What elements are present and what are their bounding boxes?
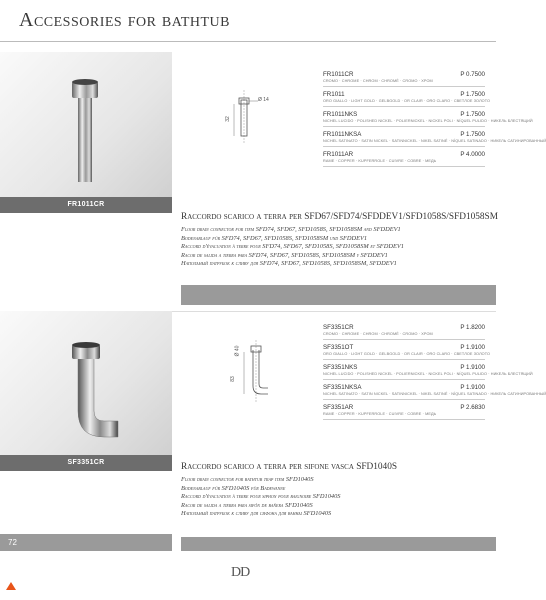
variant-price: P 1.8200 — [460, 324, 485, 331]
variant-code: FR1011NKSA — [323, 131, 362, 138]
product-photo — [0, 52, 172, 197]
variant-divider — [323, 399, 485, 400]
variant-row — [323, 364, 485, 372]
description-line: Floor drain connector for item SFD74, SFD67, SFD1058S, SFD1058SM and SFDDEV1 — [181, 226, 401, 233]
variant-divider — [323, 359, 485, 360]
variant-finish: ORO GIALLO · LIGHT GOLD · GELBGOLD · OR CLAIR · ORO CLARO · СВЕТЛОЕ ЗОЛОТО — [323, 352, 491, 356]
variant-price: P 1.7500 — [460, 111, 485, 118]
variant-code: SF3351OT — [323, 344, 354, 351]
variant-row — [323, 324, 485, 332]
variant-item — [323, 111, 533, 127]
variant-row — [323, 91, 485, 99]
variant-price: P 2.6830 — [460, 404, 485, 411]
variant-item — [323, 131, 546, 147]
description-line: Floor drain connector for bathtub trap item SFD1040S — [181, 476, 314, 483]
bookmark-icon — [6, 582, 16, 590]
page-number: 72 — [0, 534, 172, 551]
variant-code: SF3351NKSA — [323, 384, 362, 391]
variant-code: FR1011AR — [323, 151, 354, 158]
description-line: Raccord d'évacuation à terre pour SFD74, SFD67, SFD1058S, SFD1058SM et SFDDEV1 — [181, 243, 404, 251]
variant-code: FR1011 — [323, 91, 345, 98]
variant-divider — [323, 379, 485, 380]
variant-item — [323, 91, 491, 107]
variant-finish: CROMO · CHROME · CHROM · CHROMÉ · CROMO · ХРОМ — [323, 79, 433, 83]
footer-band — [181, 537, 496, 551]
product-description — [181, 212, 498, 269]
elbow-photo-icon — [0, 311, 172, 455]
variant-price: P 0.7500 — [460, 71, 485, 78]
variant-row — [323, 131, 485, 139]
variant-price: P 1.9100 — [460, 344, 485, 351]
variant-list — [323, 71, 546, 171]
brand-logo: DD — [231, 565, 250, 580]
description-heading: Raccordo scarico a terra per SFD67/SFD74/SFDDEV1/SFD1058S/SFD1058SM — [181, 212, 498, 222]
photo-caption: SF3351CR — [0, 455, 172, 471]
variant-item — [323, 344, 491, 360]
variant-divider — [323, 86, 485, 87]
variant-code: SF3351AR — [323, 404, 354, 411]
description-line: Racor de salida a tierra para sifón de bañera SFD1040S — [181, 501, 313, 509]
variant-code: FR1011NKS — [323, 111, 358, 118]
variant-code: FR1011CR — [323, 71, 354, 78]
variant-divider — [323, 126, 485, 127]
variant-item — [323, 364, 533, 380]
variant-list — [323, 324, 546, 424]
description-line: Raccord d'évacuation à terre pour siphon pour baignoire SFD1040S — [181, 493, 341, 501]
variant-row — [323, 71, 485, 79]
variant-item — [323, 324, 485, 340]
variant-price: P 1.9100 — [460, 384, 485, 391]
variant-item — [323, 151, 485, 167]
page-title: Accessories for bathtub — [19, 9, 230, 31]
variant-item — [323, 384, 546, 400]
section-divider-band — [181, 285, 496, 305]
variant-row — [323, 111, 485, 119]
variant-finish: ORO GIALLO · LIGHT GOLD · GELBGOLD · OR CLAIR · ORO CLARO · СВЕТЛОЕ ЗОЛОТО — [323, 99, 491, 103]
product-description — [181, 462, 486, 519]
description-line: Bodenablauf für SFD1040S für Badewanne — [181, 484, 286, 492]
variant-divider — [323, 419, 485, 420]
variant-divider — [323, 146, 485, 147]
dimension-height: 32 — [224, 116, 231, 122]
pipe-photo-icon — [0, 52, 172, 197]
variant-row — [323, 384, 485, 392]
photo-caption: FR1011CR — [0, 197, 172, 213]
dimension-width: Ø 40 — [234, 345, 241, 357]
variant-finish: NICHEL SATINATO · SATIN NICKEL · SATINNICKEL · NIKEL SATINÉ · NÍQUEL SATINADO · НИКЕЛЬ САТИНИРОВАННЫЙ — [323, 392, 546, 396]
variant-divider — [323, 339, 485, 340]
variant-row — [323, 151, 485, 159]
variant-finish: NICHEL SATINATO · SATIN NICKEL · SATINNICKEL · NIKEL SATINÉ · NÍQUEL SATINADO · НИКЕЛЬ САТИНИРОВАННЫЙ — [323, 139, 546, 143]
dimension-height: 83 — [229, 376, 236, 382]
description-line: Racor de salida a tierra para SFD74, SFD67, SFD1058S, SFD1058SM y SFDDEV1 — [181, 251, 388, 259]
variant-price: P 1.9100 — [460, 364, 485, 371]
variant-divider — [323, 166, 485, 167]
technical-drawing — [222, 88, 282, 153]
variant-item — [323, 404, 485, 420]
description-line: Bodenablauf für SFD74, SFD67, SFD1058S, SFD1058SM und SFDDEV1 — [181, 234, 368, 242]
variant-row — [323, 404, 485, 412]
description-line: Напольный патрубок к сливу для SFD74, SFD67, SFD1058S, SFD1058SM, SFDDEV1 — [181, 260, 397, 268]
variant-finish: NICHEL LUCIDO · POLISHED NICKEL · POLIERNICKEL · NICKEL POLI · NÍQUEL PULIDO · НИКЕЛЬ БЛЕСТЯЩИЙ — [323, 119, 533, 123]
variant-code: SF3351CR — [323, 324, 354, 331]
variant-price: P 1.7500 — [460, 91, 485, 98]
variant-finish: NICHEL LUCIDO · POLISHED NICKEL · POLIERNICKEL · NICKEL POLI · NÍQUEL PULIDO · НИКЕЛЬ БЛЕСТЯЩИЙ — [323, 372, 533, 376]
variant-price: P 4.0000 — [460, 151, 485, 158]
description-heading: Raccordo scarico a terra per sifone vasca SFD1040S — [181, 462, 398, 472]
technical-drawing — [226, 338, 286, 413]
product-photo — [0, 311, 172, 455]
variant-finish: RAME · COPPER · KUPFERROLE · CUIVRE · COBRE · МЕДЬ — [323, 159, 437, 163]
description-line: Напольный патрубок к сливу для сифона для ванны SFD1040S — [181, 510, 332, 518]
variant-price: P 1.7500 — [460, 131, 485, 138]
variant-finish: RAME · COPPER · KUPFERROLE · CUIVRE · COBRE · МЕДЬ — [323, 412, 437, 416]
variant-row — [323, 344, 485, 352]
dimension-width: Ø 14 — [258, 97, 269, 103]
title-divider — [0, 41, 496, 42]
variant-code: SF3351NKS — [323, 364, 358, 371]
pipe-drawing-icon — [222, 88, 282, 148]
variant-item — [323, 71, 485, 87]
variant-divider — [323, 106, 485, 107]
variant-finish: CROMO · CHROME · CHROM · CHROMÉ · CROMO · ХРОМ — [323, 332, 433, 336]
